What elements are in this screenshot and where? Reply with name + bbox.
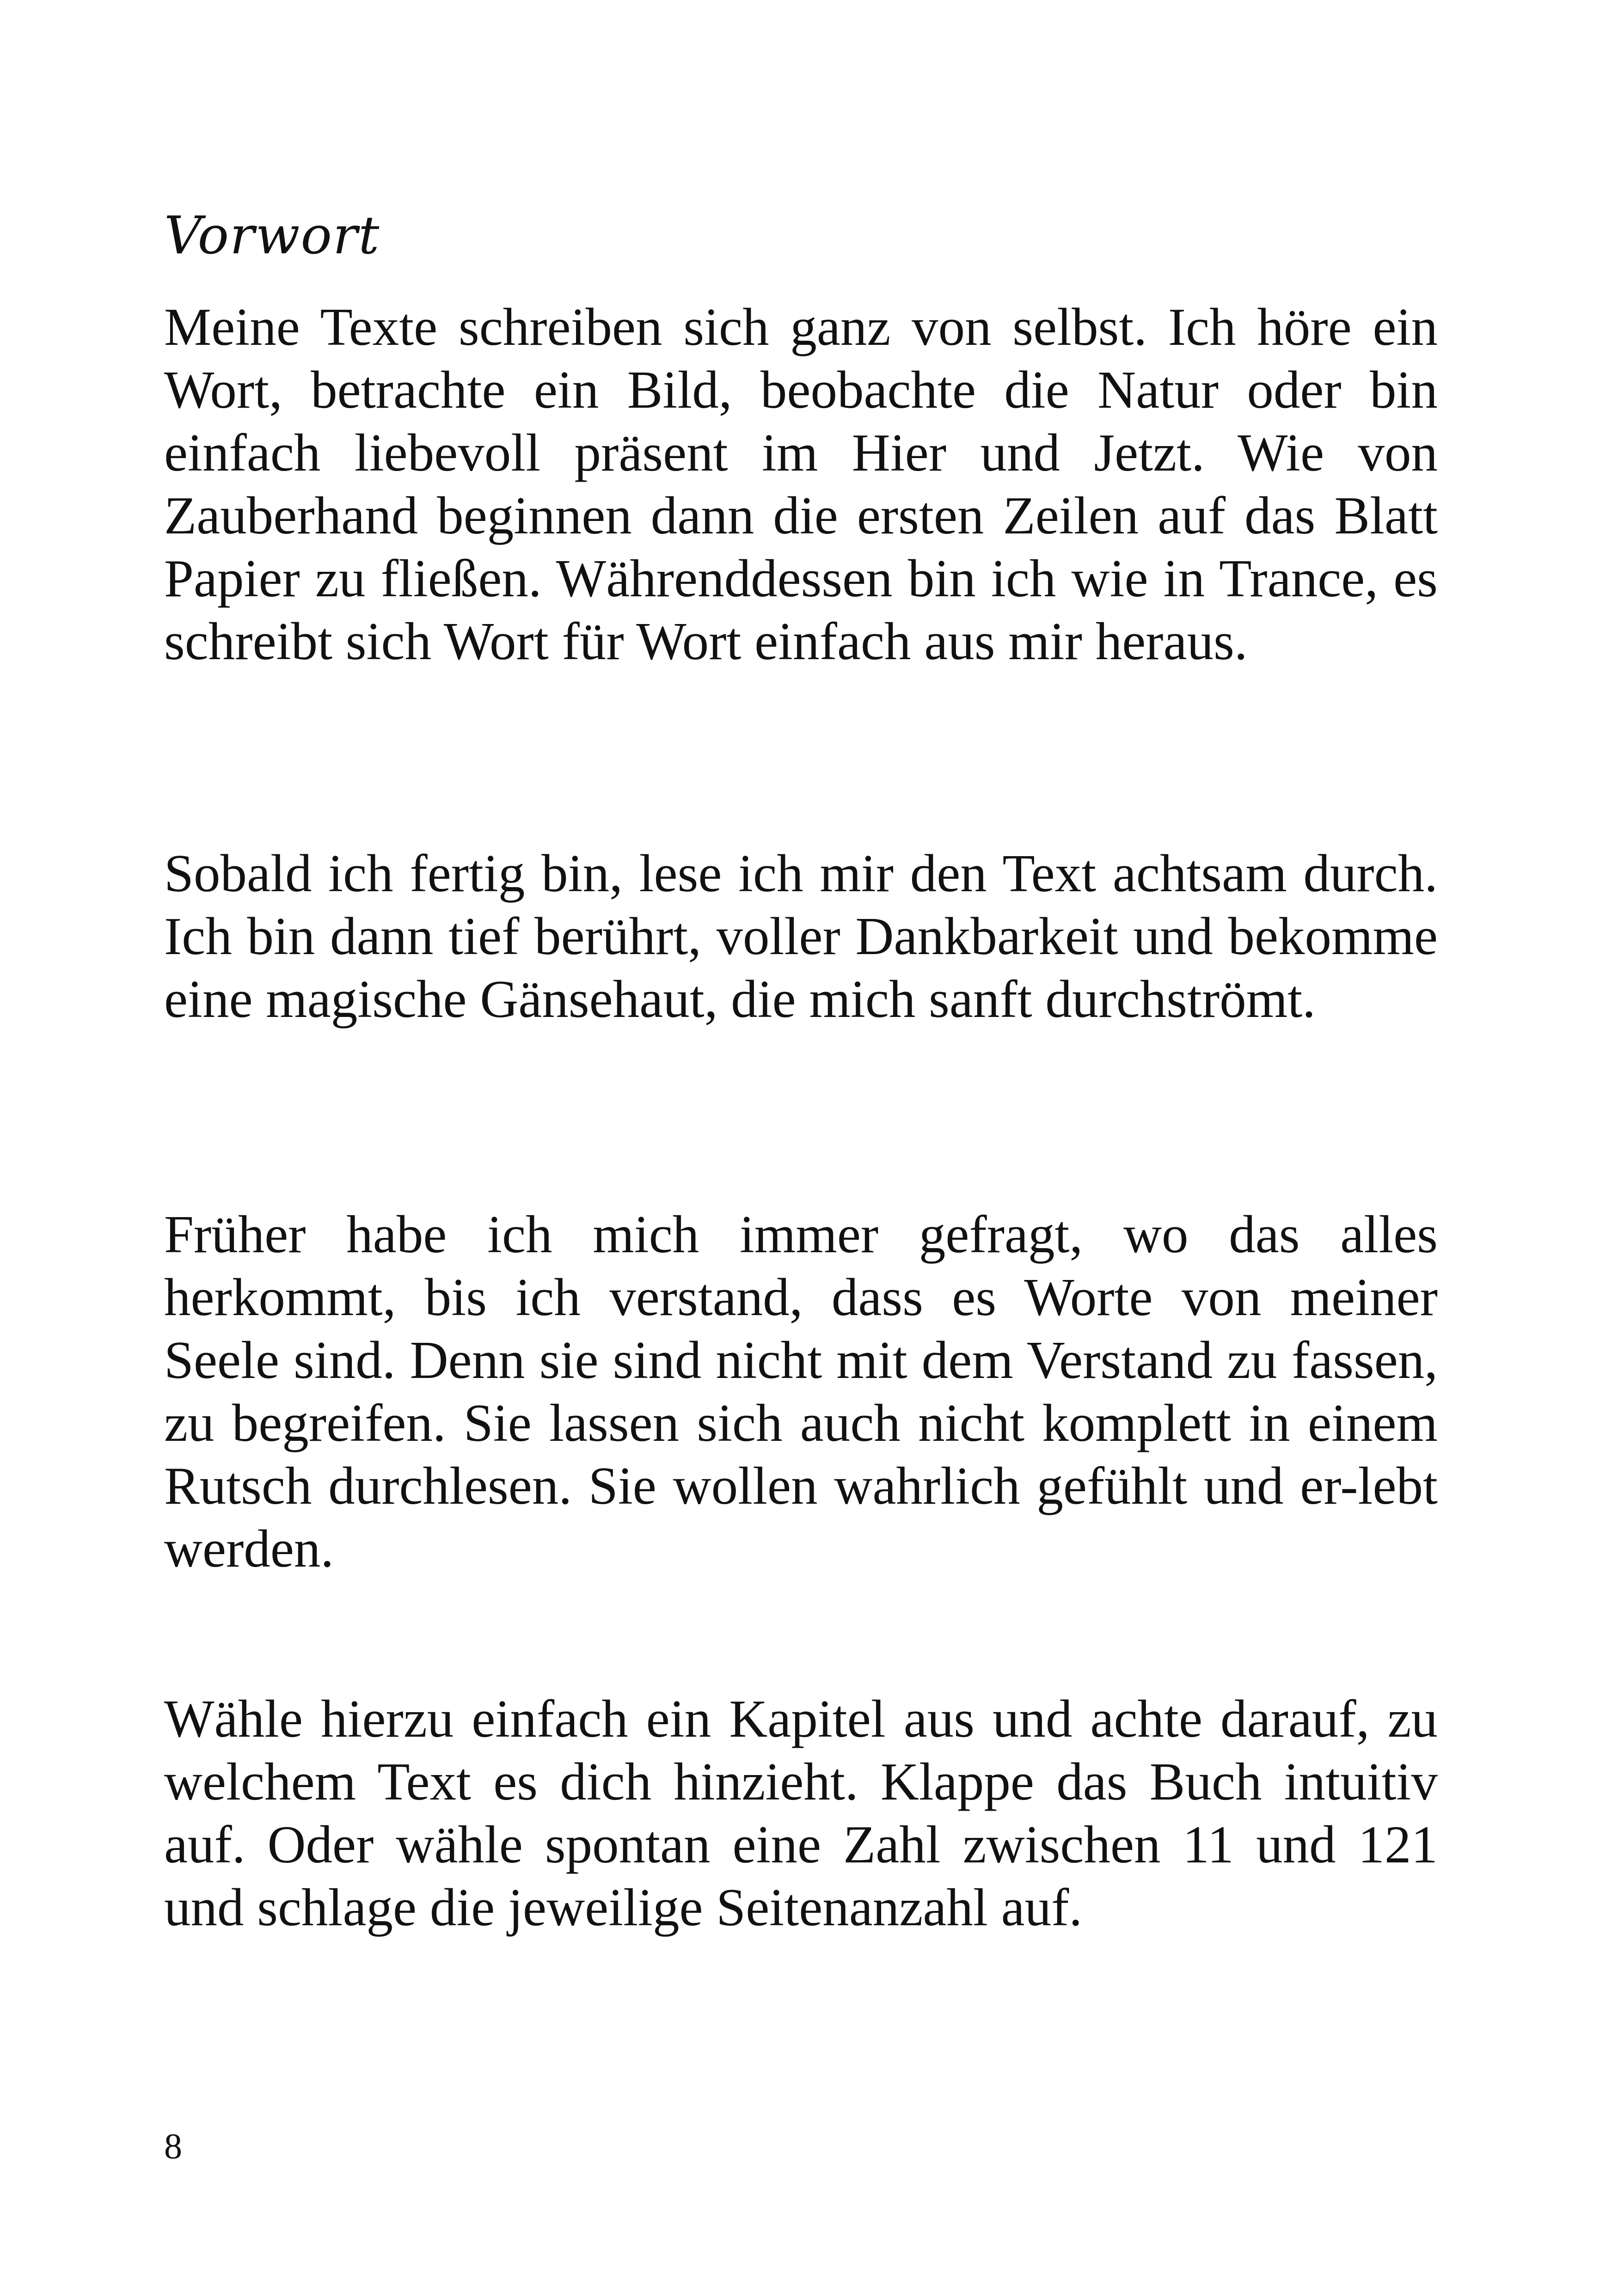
paragraph-4: Wähle hierzu einfach ein Kapitel aus und achte darauf, zu welchem Text es dich hinzieht. Klappe das Buch intuitiv auf. Oder wähle spontan eine Zahl zwischen 11 und 121 und schlage die jeweilige Seitenanzahl auf. xyxy=(164,1690,1438,1937)
paragraph-2: Sobald ich fertig bin, lese ich mir den Text achtsam durch. Ich bin dann tief berührt, voller Dankbarkeit und bekomme eine magische Gänsehaut, die mich sanft durchströmt. xyxy=(164,844,1438,1029)
page-number: 8 xyxy=(164,2126,182,2166)
paragraph-3: Früher habe ich mich immer gefragt, wo das alles herkommt, bis ich verstand, dass es Worte von meiner Seele sind. Denn sie sind nicht mit dem Verstand zu fassen, zu begreifen. Sie lassen sich auch nicht komplett in einem Rutsch durchlesen. Sie wollen wahrlich gefühlt und er-lebt werden. xyxy=(164,1205,1438,1578)
page-title: Vorwort xyxy=(164,206,380,266)
paragraph-1: Meine Texte schreiben sich ganz von selbst. Ich höre ein Wort, betrachte ein Bild, beobachte die Natur oder bin einfach liebevoll präsent im Hier und Jetzt. Wie von Zauberhand beginnen dann die ersten Zeilen auf das Blatt Papier zu fließen. Währenddessen bin ich wie in Trance, es schreibt sich Wort für Wort einfach aus mir heraus. xyxy=(164,298,1438,671)
